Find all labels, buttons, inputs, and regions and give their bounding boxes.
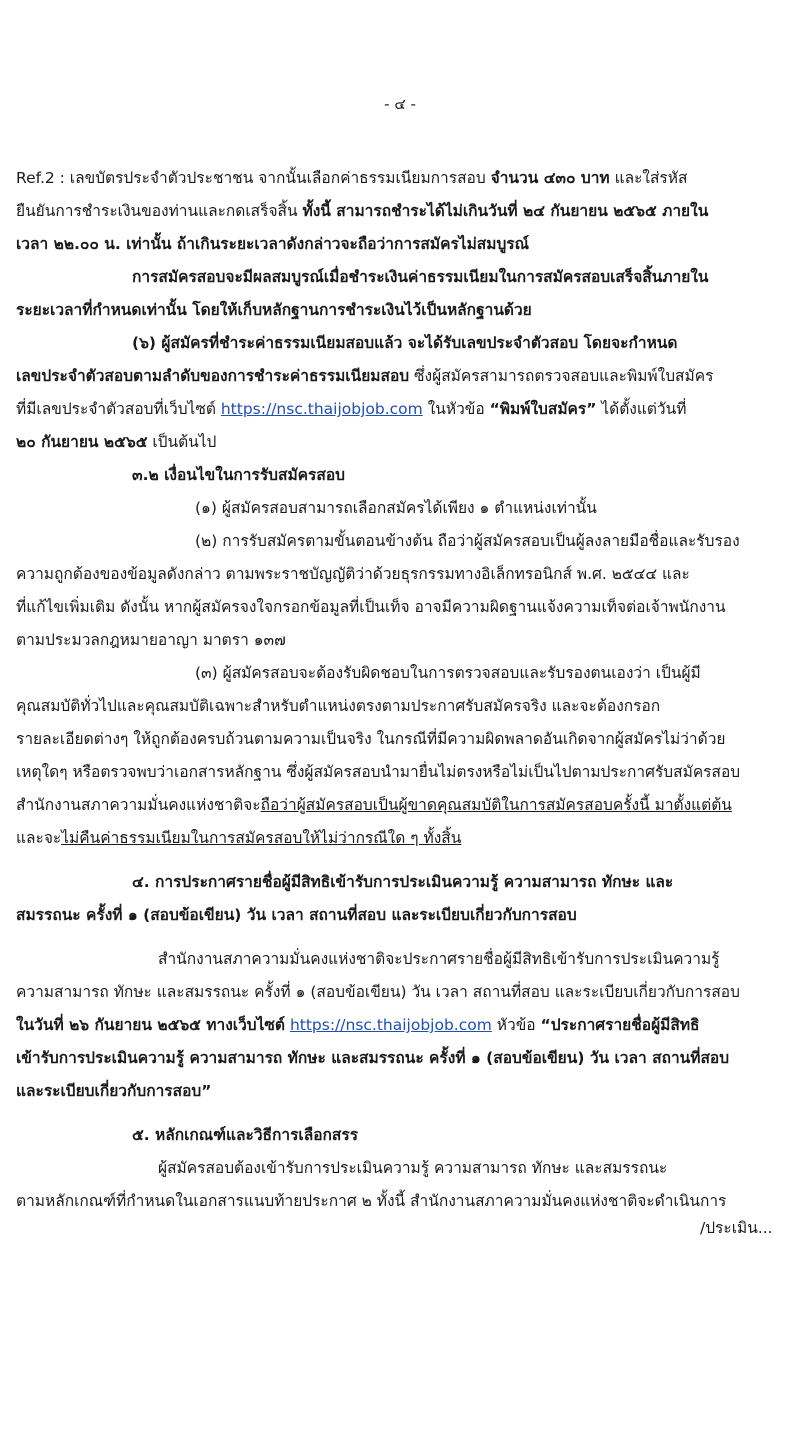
text-segment: และจะ	[16, 829, 62, 847]
bold-text: ๕. หลักเกณฑ์และวิธีการเลือกสรร	[132, 1126, 359, 1144]
website-link[interactable]: https://nsc.thaijobjob.com	[289, 1016, 492, 1034]
text-line-17	[16, 693, 790, 719]
text-segment: เหตุใดๆ หรือตรวจพบว่าเอกสารหลักฐาน ซึ่งผู้สมัครสอบนำมายื่นไม่ตรงหรือไม่เป็นไปตามประกาศรับสมัครสอบ	[16, 763, 741, 781]
text-line-6	[132, 330, 790, 356]
text-line-5	[16, 297, 790, 323]
text-segment: ความถูกต้องของข้อมูลดังกล่าว ตามพระราชบัญญัติว่าด้วยธุรกรรมทางอิเล็กทรอนิกส์ พ.ศ. ๒๕๔๔ และ	[16, 565, 690, 583]
bold-text: ๓.๒ เงื่อนไขในการรับสมัครสอบ	[132, 466, 345, 484]
text-segment: (๑) ผู้สมัครสอบสามารถเลือกสมัครได้เพียง ๑ ตำแหน่งเท่านั้น	[195, 499, 597, 517]
bold-text: “พิมพ์ใบสมัคร”	[489, 400, 597, 418]
text-line-20	[16, 792, 790, 818]
text-segment: และใส่รหัส	[609, 169, 688, 187]
underlined-text: ถือว่าผู้สมัครสอบเป็นผู้ขาดคุณสมบัติในการสมัครสอบครั้งนี้ มาตั้งแต่ต้น	[260, 796, 732, 814]
text-segment: ซึ่งผู้สมัครสามารถตรวจสอบและพิมพ์ใบสมัคร	[409, 367, 714, 385]
bold-text: เวลา ๒๒.๐๐ น. เท่านั้น ถ้าเกินระยะเวลาดังกล่าวจะถือว่าการสมัครไม่สมบูรณ์	[16, 235, 530, 253]
bold-text: ในวันที่ ๒๖ กันยายน ๒๕๖๕ ทางเว็บไซต์	[16, 1016, 285, 1034]
bold-text: การสมัครสอบจะมีผลสมบูรณ์เมื่อชำระเงินค่าธรรมเนียมในการสมัครสอบเสร็จสิ้นภายใน	[132, 268, 709, 286]
text-segment: ที่แก้ไขเพิ่มเติม ดังนั้น หากผู้สมัครจงใจกรอกข้อมูลที่เป็นเท็จ อาจมีความผิดฐานแจ้งความเท็จต่อเจ้าพนักงาน	[16, 598, 726, 616]
bold-text: ๔. การประกาศรายชื่อผู้มีสิทธิเข้ารับการประเมินความรู้ ความสามารถ ทักษะ และ	[132, 873, 674, 891]
text-line-8	[16, 396, 790, 422]
text-segment: สำนักงานสภาความมั่นคงแห่งชาติจะ	[16, 796, 261, 814]
text-line-19	[16, 759, 790, 785]
bold-text: เลขประจำตัวสอบตามลำดับของการชำระค่าธรรมเนียมสอบ	[16, 367, 410, 385]
text-segment: (๒) การรับสมัครตามขั้นตอนข้างต้น ถือว่าผู้สมัครสอบเป็นผู้ลงลายมือชื่อและรับรอง	[195, 532, 740, 550]
continuation-marker: /ประเมิน...	[700, 1219, 773, 1237]
text-line-24	[158, 946, 790, 972]
bold-text: เข้ารับการประเมินความรู้ ความสามารถ ทักษะ และสมรรถนะ ครั้งที่ ๑ (สอบข้อเขียน) วัน เวลา สถานที่สอบ	[16, 1049, 730, 1067]
text-line-21	[16, 825, 790, 851]
text-line-29	[132, 1122, 790, 1148]
bold-text: ทั้งนี้ สามารถชำระได้ไม่เกินวันที่ ๒๔ กันยายน ๒๕๖๕ ภายใน	[302, 202, 709, 220]
text-line-28	[16, 1078, 790, 1104]
text-line-4	[132, 264, 790, 290]
text-line-9	[16, 429, 790, 455]
text-segment: (๓) ผู้สมัครสอบจะต้องรับผิดชอบในการตรวจสอบและรับรองตนเองว่า เป็นผู้มี	[195, 664, 701, 682]
text-segment: ที่มีเลขประจำตัวสอบที่เว็บไซต์	[16, 400, 221, 418]
text-line-30	[158, 1155, 790, 1181]
text-segment: ความสามารถ ทักษะ และสมรรถนะ ครั้งที่ ๑ (สอบข้อเขียน) วัน เวลา สถานที่สอบ และระเบียบเกี่ยวกับการสอบ	[16, 983, 740, 1001]
text-line-3	[16, 231, 790, 257]
text-line-22	[132, 869, 790, 895]
page-number: - ๔ -	[384, 95, 416, 113]
bold-text: (๖) ผู้สมัครที่ชำระค่าธรรมเนียมสอบแล้ว จะได้รับเลขประจำตัวสอบ โดยจะกำหนด	[132, 334, 678, 352]
text-segment: ในหัวข้อ	[422, 400, 490, 418]
text-line-13	[16, 561, 790, 587]
text-line-11	[195, 495, 790, 521]
text-segment: ได้ตั้งแต่วันที่	[596, 400, 687, 418]
bold-text: และระเบียบเกี่ยวกับการสอบ”	[16, 1082, 212, 1100]
text-segment: ยืนยันการชำระเงินของท่านและกดเสร็จสิ้น	[16, 202, 303, 220]
bold-text: “ประกาศรายชื่อผู้มีสิทธิ	[540, 1016, 700, 1034]
text-segment: หัวข้อ	[491, 1016, 541, 1034]
text-line-14	[16, 594, 790, 620]
text-line-23	[16, 902, 790, 928]
text-line-25	[16, 979, 790, 1005]
text-line-1	[16, 165, 790, 191]
text-line-7	[16, 363, 790, 389]
text-segment: เป็นต้นไป	[147, 433, 217, 451]
text-line-18	[16, 726, 790, 752]
text-line-16	[195, 660, 790, 686]
text-line-2	[16, 198, 790, 224]
bold-text: จำนวน ๔๓๐ บาท	[490, 169, 610, 187]
text-segment: สำนักงานสภาความมั่นคงแห่งชาติจะประกาศรายชื่อผู้มีสิทธิเข้ารับการประเมินความรู้	[158, 950, 720, 968]
bold-text: สมรรถนะ ครั้งที่ ๑ (สอบข้อเขียน) วัน เวลา สถานที่สอบ และระเบียบเกี่ยวกับการสอบ	[16, 906, 577, 924]
text-segment: คุณสมบัติทั่วไปและคุณสมบัติเฉพาะสำหรับตำแหน่งตรงตามประกาศรับสมัครจริง และจะต้องกรอก	[16, 697, 661, 715]
text-line-31	[16, 1188, 790, 1214]
text-segment: รายละเอียดต่างๆ ให้ถูกต้องครบถ้วนตามความเป็นจริง ในกรณีที่มีความผิดพลาดอันเกิดจากผู้สมัครไม่ว่าด้วย	[16, 730, 726, 748]
text-segment: ผู้สมัครสอบต้องเข้ารับการประเมินความรู้ ความสามารถ ทักษะ และสมรรถนะ	[158, 1159, 668, 1177]
underlined-text: ไม่คืนค่าธรรมเนียมในการสมัครสอบให้ไม่ว่ากรณีใด ๆ ทั้งสิ้น	[61, 829, 462, 847]
text-segment: ตามประมวลกฎหมายอาญา มาตรา ๑๓๗	[16, 631, 286, 649]
bold-text: ๒๐ กันยายน ๒๕๖๕	[16, 433, 148, 451]
text-segment: Ref.2 : เลขบัตรประจำตัวประชาชน จากนั้นเลือกค่าธรรมเนียมการสอบ	[16, 169, 491, 187]
text-line-15	[16, 627, 790, 653]
text-segment: ตามหลักเกณฑ์ที่กำหนดในเอกสารแนบท้ายประกาศ ๒ ทั้งนี้ สำนักงานสภาความมั่นคงแห่งชาติจะดำเนินการ	[16, 1192, 727, 1210]
text-line-27	[16, 1045, 790, 1071]
website-link[interactable]: https://nsc.thaijobjob.com	[220, 400, 423, 418]
text-line-12	[195, 528, 790, 554]
bold-text: ระยะเวลาที่กำหนดเท่านั้น โดยให้เก็บหลักฐานการชำระเงินไว้เป็นหลักฐานด้วย	[16, 301, 532, 319]
text-line-26	[16, 1012, 790, 1038]
text-line-10	[132, 462, 790, 488]
